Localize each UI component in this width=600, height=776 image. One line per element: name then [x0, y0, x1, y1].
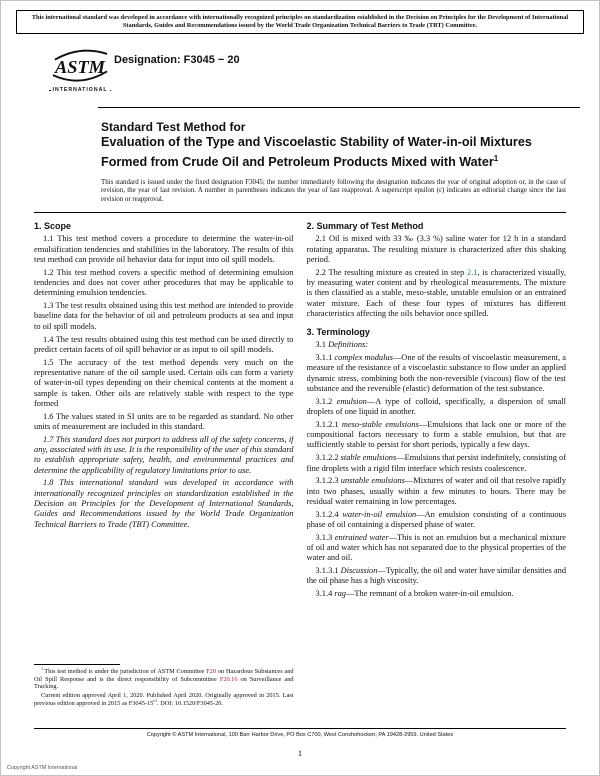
text-segment: —Mixtures of water and oil that resolve rapidly into two phases, usually within a few minutes to hours. There may be residual water remaining in low percentages.: [306, 476, 566, 506]
text-segment: 3.1: [315, 340, 329, 350]
text-segment: 3.1.2.4: [315, 509, 343, 519]
two-column-body: [34, 219, 566, 708]
text-segment: rag: [334, 589, 346, 599]
text-segment: Definitions:: [328, 340, 369, 350]
designation-label: Designation: F3045 − 20: [114, 54, 240, 67]
section-heading: 1. Scope: [34, 221, 72, 232]
section-heading: 3. Terminology: [306, 327, 370, 338]
astm-logo-subtitle: INTERNATIONAL: [49, 87, 111, 93]
right-column-sections: [307, 221, 567, 599]
title-block: [101, 120, 566, 170]
text-segment: 3.1.2: [315, 396, 337, 406]
title-intro: Standard Test Method for: [101, 120, 246, 135]
text-segment: —One of the results of viscoelastic measurement, a measure of the resistance of a viscoelastic substance to flow under an applied dynamic stress, combining both the non-reversible (viscous) flow of the test substance and the reversible (elastic) deformation of the test substance.: [306, 353, 566, 393]
text-segment: meso-stable emulsions: [341, 419, 419, 429]
text-segment: This test method is under the jurisdiction of ASTM Committee: [44, 667, 207, 675]
text-segment: 3.1.3: [315, 532, 335, 542]
paragraph: [307, 268, 567, 319]
text-segment: —The remnant of a broken water-in-oil emulsion.: [345, 589, 514, 599]
left-column-sections: [34, 219, 294, 532]
paragraph: [307, 476, 567, 507]
text-segment: 2.1 Oil is mixed with 33 ‰ (3.3 %) saline water for 12 h in a standard rotating apparatus. The resulting mixture is characterized after this shaking period.: [306, 234, 566, 264]
paragraph: [34, 412, 294, 433]
tbt-notice-banner: This international standard was developed in accordance with internationally recognized principles on standardization established in the Decision on Principles for the Development of International Standards, Guides and Recommendations issued by the World Trade Organization Technical Barriers to Trade (TBT) Committee.: [16, 10, 584, 34]
text-segment: 3.1.4: [315, 589, 335, 599]
text-segment: on Surveillance and Tracking.: [34, 675, 294, 691]
text-segment: 1.2 This test method covers a specific method of determining emulsion tendencies and does not cover other procedures that may be applicable to determining emulsion tendencies.: [34, 267, 294, 298]
paragraph: [307, 234, 567, 265]
astm-logo: [49, 46, 111, 93]
text-segment: 3.1.1: [315, 353, 335, 363]
text-segment: , is characterized visually, by measuring water content and by rheological measurements. The mixture is then classified as a stable, meso-stable, unstable emulsion or an entrained water mixture. Each of these four types of mixtures has different characteristics affecting the oils behavior once spilled.: [306, 267, 566, 318]
text-segment: entrained water: [334, 532, 389, 542]
paragraph: [34, 435, 294, 476]
text-segment: emulsion: [336, 396, 367, 406]
text-segment: —Emulsions that persist indefinitely, consisting of fine droplets with a rigid film interface which resists coalescence.: [306, 453, 566, 473]
text-segment: stable emulsions: [340, 453, 397, 463]
paragraph: [34, 665, 294, 691]
paragraph: [307, 420, 567, 451]
paragraph: [307, 397, 567, 418]
paragraph: [307, 340, 567, 350]
paragraph: [34, 335, 294, 356]
paragraph: [307, 566, 567, 587]
issuance-note: This standard is issued under the fixed designation F3045; the number immediately following the designation indicates the year of original adoption or, in the case of revision, the year of last revision. A number in parentheses indicates the year of last reapproval. A superscript epsilon (ε) indicates an editorial change since the last revision or reapproval.: [101, 178, 566, 203]
text-segment: 1.8 This international standard was developed in accordance with internationally recognized principles on standardization established in the Decision on Principles for the Development of International Standards, Guides and Recommendations issued by the World Trade Organization Technical Barriers to Trade (TBT) Committee.: [34, 478, 294, 529]
page-title: [101, 135, 566, 170]
paragraph: [34, 301, 294, 332]
text-segment: unstable emulsions: [340, 476, 405, 486]
text-segment: 3.1.2.3: [315, 476, 341, 486]
left-column: [34, 219, 294, 708]
text-segment: 3.1.2.2: [315, 453, 341, 463]
text-segment: —A type of colloid, specifically, a dispersion of small droplets of one liquid in another.: [306, 396, 566, 417]
cross-reference-link[interactable]: F20.16: [219, 675, 238, 683]
text-segment: 1.3 The test results obtained using this test method are intended to provide baseline data for the behavior of oil and petroleum products at sea and input to oil spill models.: [34, 301, 294, 331]
text-segment: 3.1.2.1: [315, 419, 342, 429]
text-segment: —This is not an emulsion but a mechanical mixture of oil and water which has not separated due to the physical properties of the water and oil.: [306, 532, 566, 563]
text-segment: —Typically, the oil and water have similar densities and the oil phase has a high viscosity.: [306, 566, 566, 586]
astm-logo-icon: [51, 46, 109, 86]
text-segment: Discussion: [340, 566, 378, 576]
corner-copyright: Copyright ASTM International: [7, 765, 78, 771]
paragraph: [307, 589, 567, 599]
text-segment: 1.6 The values stated in SI units are to be regarded as standard. No other units of measurement are included in this standard.: [34, 411, 294, 431]
header-divider: [98, 107, 580, 108]
right-column: [307, 219, 567, 708]
footer-divider: [34, 728, 566, 729]
text-segment: Current edition approved April 1, 2020. Published April 2020. Originally approved in 2015. Last previous edition approved in 2015 as F3045-15: [34, 691, 294, 707]
paragraph: [307, 353, 567, 394]
title-text: Evaluation of the Type and Viscoelastic Stability of Water-in-oil Mixtures Formed from Crude Oil and Petroleum Products Mixed with Water: [101, 135, 532, 170]
paragraph: [307, 533, 567, 564]
footnote-block: [34, 664, 294, 709]
cross-reference-link[interactable]: 2.1: [467, 267, 478, 277]
page-number: 1: [297, 748, 303, 758]
astm-logo-text: ASTM: [55, 57, 105, 78]
paragraph: [34, 268, 294, 299]
title-footnote-ref[interactable]: 1: [493, 153, 499, 163]
paragraph: [34, 692, 294, 707]
text-segment: 1: [41, 665, 45, 671]
paragraph: [307, 453, 567, 474]
text-segment: on Hazardous Substances and Oil Spill Response and is the direct responsibility of Subcommittee: [34, 667, 294, 683]
text-segment: complex modulus: [334, 353, 393, 363]
text-segment: . DOI: 10.1520/F3045-20.: [157, 699, 223, 707]
text-segment: —Emulsions that lack one or more of the compositional factors necessary to form a stable emulsion, but that are sufficiently stable to persist for short periods, typically a few days.: [306, 419, 566, 450]
text-segment: —An emulsion consisting of a continuous phase of oil containing a dispersed phase of water.: [306, 509, 566, 529]
text-segment: 1.7 This standard does not purport to address all of the safety concerns, if any, associated with its use. It is the responsibility of the user of this standard to establish appropriate safety, health, and environmental practices and determine the applicability of regulatory limitations prior to use.: [34, 434, 294, 475]
cross-reference-link[interactable]: F20: [206, 667, 217, 675]
copyright-line: Copyright © ASTM International, 100 Barr Harbor Drive, PO Box C700, West Conshohocken, PA 19428-2959. United States: [146, 732, 454, 738]
paragraph: [34, 478, 294, 529]
text-segment: 3.1.3.1: [315, 566, 341, 576]
text-segment: ε1: [153, 697, 158, 703]
section-heading: 2. Summary of Test Method: [306, 221, 424, 232]
text-segment: 1.5 The accuracy of the test method depends very much on the representative nature of the oil sample used. Certain oils can form a variety of water-in-oil types depending on their chemical contents at the moment a sample is taken. Other oils are relatively stable with respect to the type formed: [34, 357, 294, 408]
text-segment: 1.1 This test method covers a procedure to determine the water-in-oil emulsification tendencies and stabilities in the laboratory. The results of this test method can provide oil behavior data for input into oil spill models.: [34, 234, 294, 264]
paragraph: [307, 510, 567, 531]
body-divider: [34, 212, 566, 213]
text-segment: 2.2 The resulting mixture as created in step: [315, 267, 468, 277]
paragraph: [34, 358, 294, 409]
footnote-paragraphs: [34, 665, 294, 708]
text-segment: 1.4 The test results obtained using this test method can be used directly to predict certain facets of oil spill behavior or as input to oil spill models.: [34, 334, 294, 354]
document-header: [34, 46, 566, 110]
paragraph: [34, 234, 294, 265]
footnote-divider: [34, 664, 120, 665]
text-segment: water-in-oil emulsion: [342, 509, 417, 519]
